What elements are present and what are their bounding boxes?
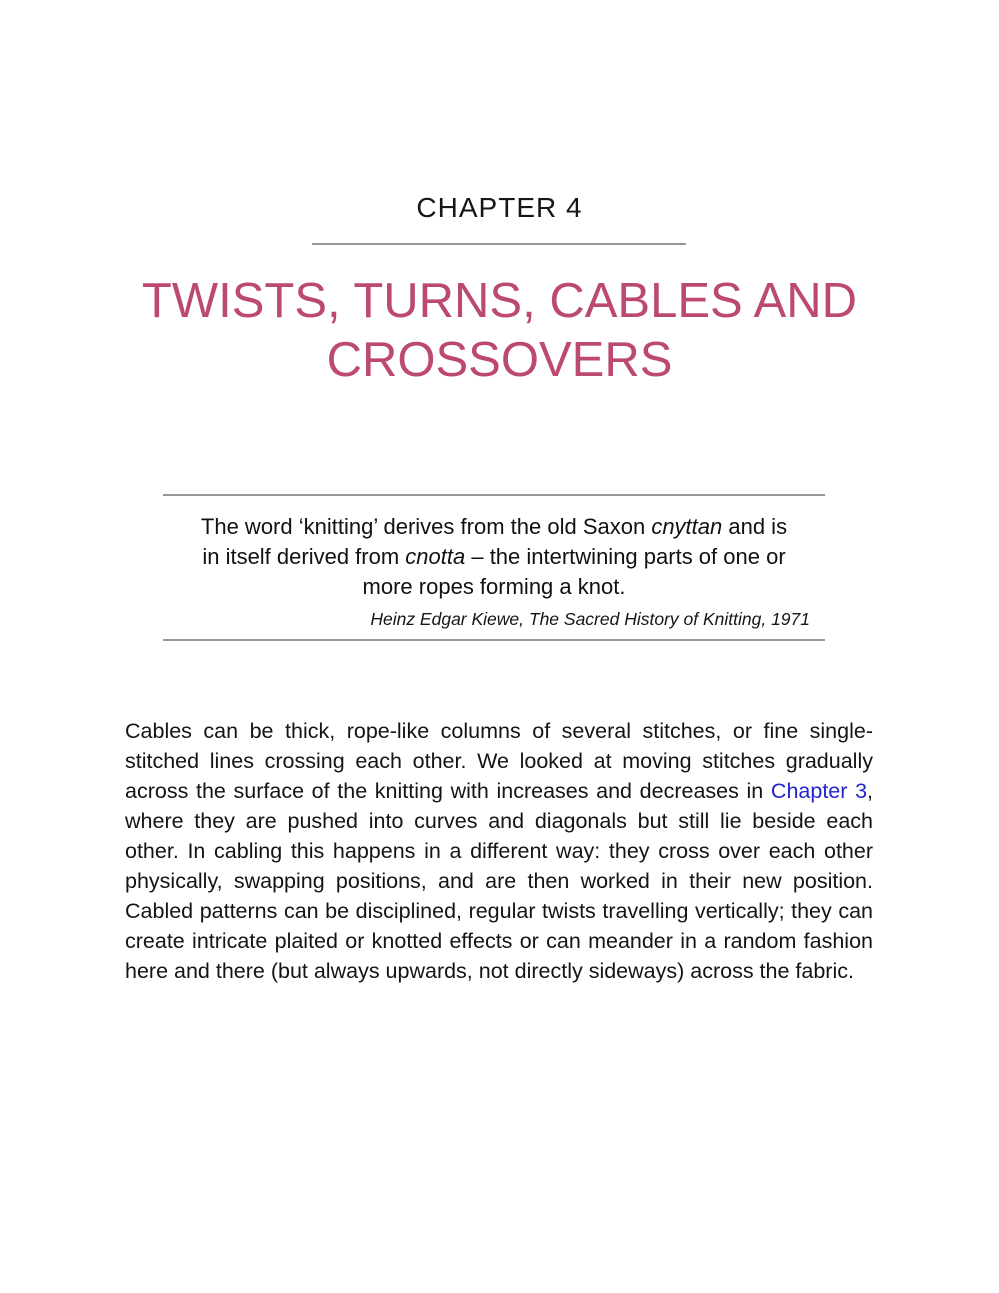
epigraph-quote-segment: and is in itself derived from <box>202 514 788 569</box>
body-text-segment: , where they are pushed into curves and diagonals but still lie beside each other. In cabling this happens in a different way: they cross over each other physically, swapping positions, and are then worked in their new position. Cabled patterns can be disciplined, regular twists travelling vertically; they can create intricate plaited or knotted effects or can meander in a random fashion here and there (but always upwards, not directly sideways) across the fabric. <box>125 779 874 983</box>
body-text-segment: Cables can be thick, rope-like columns of several stitches, or fine single-stitched lines crossing each other. We looked at moving stitches gradually across the surface of the knitting with increases and decreases in <box>125 719 873 803</box>
epigraph-quote-italic-term: cnyttan <box>651 514 723 539</box>
epigraph-quote-italic-term: cnotta <box>405 544 466 569</box>
epigraph-block <box>163 494 825 641</box>
chapter-heading-divider <box>312 243 686 245</box>
epigraph-quote-segment: The word ‘knitting’ derives from the old Saxon <box>200 514 652 539</box>
chapter-title: TWISTS, TURNS, CABLES AND CROSSOVERS <box>141 274 858 387</box>
chapter-3-link[interactable]: Chapter 3 <box>770 779 868 803</box>
epigraph-quote-segment: – the intertwining parts of one or more ropes forming a knot. <box>362 544 786 599</box>
body-paragraph <box>125 716 873 986</box>
epigraph-attribution: Heinz Edgar Kiewe, The Sacred History of Knitting, 1971 <box>370 609 810 629</box>
chapter-number-heading: CHAPTER 4 <box>416 192 583 223</box>
epigraph-quote <box>163 512 825 602</box>
